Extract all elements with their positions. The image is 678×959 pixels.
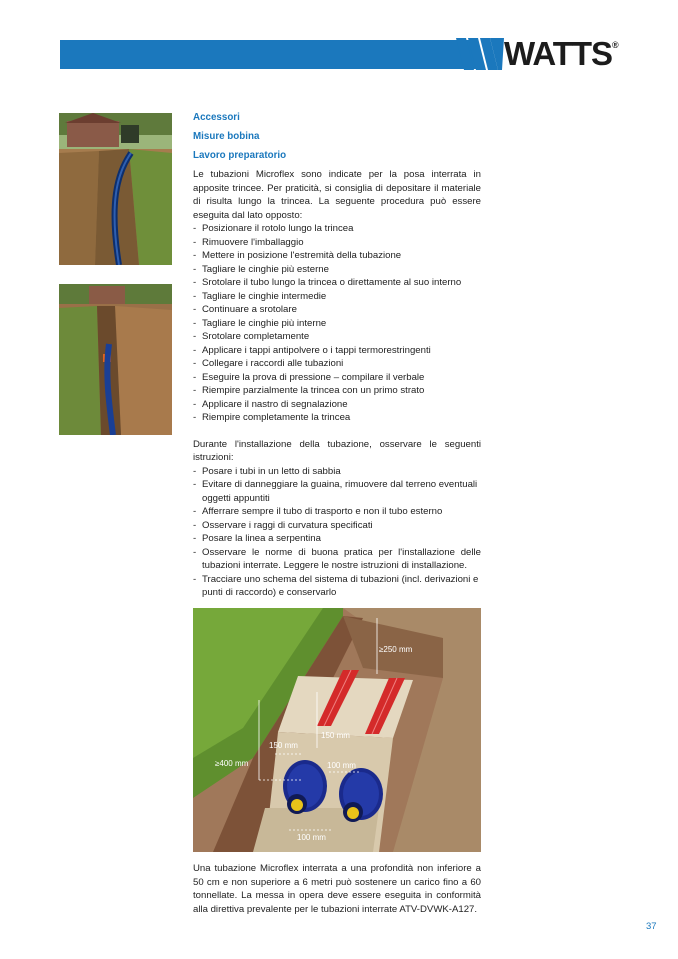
list-item: - Tagliare le cinghie più esterne bbox=[193, 263, 481, 277]
dim-between: 100 mm bbox=[327, 761, 356, 770]
list-item: - Riempire parzialmente la trincea con un primo strato bbox=[193, 384, 481, 398]
diagram-caption: Una tubazione Microflex interrata a una profondità non inferiore a 50 cm e non superiore a 6 metri può sostenere un carico fino a 60 tonnellate. La messa in opera deve essere eseguita in conformità alla direttiva prevalente per le tubazioni interrate ATV-DVWK-A127. bbox=[193, 863, 481, 915]
trench-photo-1 bbox=[59, 113, 172, 265]
dim-depth: ≥400 mm bbox=[215, 759, 249, 768]
heading-lavoro-preparatorio: Lavoro preparatorio bbox=[193, 150, 287, 161]
list-item: - Afferrare sempre il tubo di trasporto e non il tubo esterno bbox=[193, 505, 481, 519]
list-item: - Evitare di danneggiare la guaina, rimuovere dal terreno eventuali oggetti appuntiti bbox=[193, 478, 481, 505]
list-item: - Tagliare le cinghie intermedie bbox=[193, 290, 481, 304]
list-item: - Collegare i raccordi alle tubazioni bbox=[193, 357, 481, 371]
instructions-list bbox=[193, 465, 481, 600]
list-item: - Continuare a srotolare bbox=[193, 303, 481, 317]
list-item: - Mettere in posizione l'estremità della tubazione bbox=[193, 249, 481, 263]
watts-logo bbox=[454, 36, 619, 72]
heading-accessori: Accessori bbox=[193, 112, 240, 123]
header-bar-notch bbox=[420, 40, 446, 69]
during-paragraph: Durante l'installazione della tubazione, osservare le seguenti istruzioni: bbox=[193, 438, 481, 463]
list-item: - Tagliare le cinghie più interne bbox=[193, 317, 481, 331]
list-item: - Applicare il nastro di segnalazione bbox=[193, 398, 481, 412]
list-item: - Srotolare completamente bbox=[193, 330, 481, 344]
page-number: 37 bbox=[646, 921, 657, 932]
dim-bed: 150 mm bbox=[321, 731, 350, 740]
list-item: - Osservare le norme di buona pratica per l'installazione delle tubazioni interrate. Leggere le nostre istruzioni di installazione. bbox=[193, 546, 481, 573]
heading-misure-bobina: Misure bobina bbox=[193, 131, 260, 142]
list-item: - Riempire completamente la trincea bbox=[193, 411, 481, 425]
list-item: - Tracciare uno schema del sistema di tubazioni (incl. derivazioni e punti di raccordo) e conservarlo bbox=[193, 573, 481, 600]
list-item: - Rimuovere l'imballaggio bbox=[193, 236, 481, 250]
header-bar bbox=[60, 40, 478, 69]
list-item: - Posare i tubi in un letto di sabbia bbox=[193, 465, 481, 479]
trench-diagram bbox=[193, 608, 481, 852]
list-item: - Posizionare il rotolo lungo la trincea bbox=[193, 222, 481, 236]
brand-name: WATTS bbox=[504, 35, 613, 72]
list-item: - Posare la linea a serpentina bbox=[193, 532, 481, 546]
watts-w-mark-icon bbox=[454, 36, 506, 72]
dim-bottom: 100 mm bbox=[297, 833, 326, 842]
intro-paragraph: Le tubazioni Microflex sono indicate per la posa interrata in apposite trincee. Per praticità, si consiglia di depositare il materiale di risulta lungo la trincea. La seguente procedura può essere eseguita dal lato opposto: bbox=[193, 169, 481, 221]
list-item: - Osservare i raggi di curvatura specificati bbox=[193, 519, 481, 533]
trench-photo-2 bbox=[59, 284, 172, 435]
registered-mark: ® bbox=[612, 40, 619, 50]
text-column bbox=[193, 111, 481, 600]
dim-top-cover: ≥250 mm bbox=[379, 645, 413, 654]
list-item: - Srotolare il tubo lungo la trincea o direttamente al suo interno bbox=[193, 276, 481, 290]
dim-side: 150 mm bbox=[269, 741, 298, 750]
list-item: - Eseguire la prova di pressione – compilare il verbale bbox=[193, 371, 481, 385]
list-item: - Applicare i tappi antipolvere o i tappi termorestringenti bbox=[193, 344, 481, 358]
steps-list bbox=[193, 222, 481, 425]
